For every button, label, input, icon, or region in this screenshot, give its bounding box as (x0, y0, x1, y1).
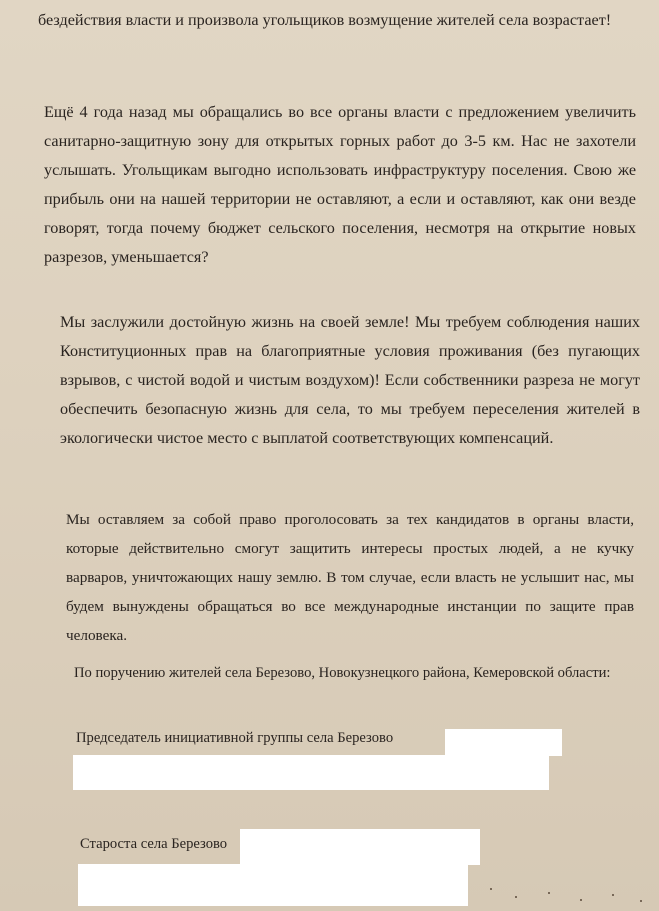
paper-speck (640, 900, 642, 902)
signature-elder-title: Староста села Березово (80, 836, 228, 852)
redaction-chair-name (445, 729, 562, 756)
redaction-chair-line (73, 755, 549, 790)
redaction-elder-name (240, 829, 480, 865)
paper-speck (490, 888, 492, 890)
paragraph-intro-end: бездействия власти и произвола угольщиков возмущение жителей села возрастает! (38, 11, 612, 29)
paragraph-appeal-history: Ещё 4 года назад мы обращались во все органы власти с предложением увеличить санитарно-защитную зону для открытых горных работ до 3-5 км. Нас не захотели услышать. Угольщикам выгодно использовать инфраструктуру поселения. Свою же прибыль они на нашей территории не оставляют, а если и оставляют, как они везде говорят, тогда почему бюджет сельского поселения, несмотря на открытие новых разрезов, уменьшается? (44, 103, 636, 266)
paragraph-demands: Мы заслужили достойную жизнь на своей земле! Мы требуем соблюдения наших Конституционных прав на благоприятные условия проживания (без пугающих взрывов, с чистой водой и чистым воздухом)! Если собственники разреза не могут обеспечить безопасную жизнь для села, то мы требуем переселения жителей в экологически чистое место с выплатой соответствующих компенсаций. (60, 313, 640, 447)
signature-chair-title: Председатель инициативной группы села Березово (76, 730, 394, 746)
paper-speck (548, 892, 550, 894)
paper-speck (580, 899, 582, 901)
paper-speck (612, 894, 614, 896)
signature-mandate: По поручению жителей села Березово, Новокузнецкого района, Кемеровской области: (74, 665, 611, 681)
paper-speck (515, 896, 517, 898)
paragraph-voting-right: Мы оставляем за собой право проголосовать за тех кандидатов в органы власти, которые действительно смогут защитить интересы простых людей, а не кучку варваров, уничтожающих нашу землю. В том случае, если власть не услышит нас, мы будем вынуждены обращаться во все международные инстанции по защите прав человека. (66, 511, 634, 644)
redaction-elder-line (78, 864, 468, 906)
